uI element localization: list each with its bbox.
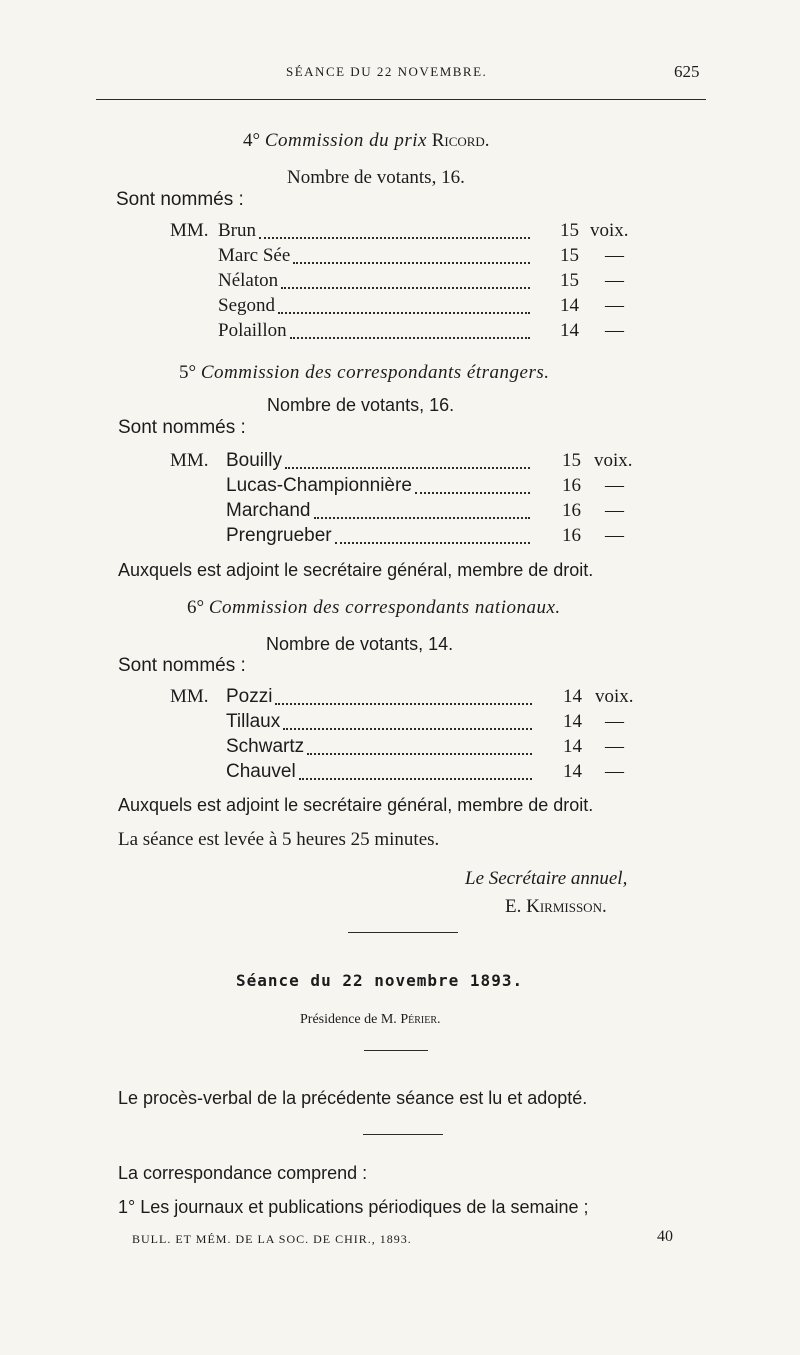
mm-label: MM.: [170, 450, 209, 471]
signature-name: Kirmisson.: [526, 896, 607, 917]
leader-dots: [293, 258, 530, 264]
member-name: Chauvel: [226, 761, 296, 782]
footer-citation: BULL. ET MÉM. DE LA SOC. DE CHIR., 1893.: [132, 1232, 412, 1246]
member-votes: 14: [563, 686, 582, 707]
separator-rule: [348, 932, 458, 933]
minutes-line: Le procès-verbal de la précédente séance est lu et adopté.: [118, 1088, 588, 1108]
running-header: SÉANCE DU 22 NOVEMBRE.: [286, 64, 488, 79]
leader-dots: [259, 233, 530, 239]
member-name: Nélaton: [218, 270, 279, 291]
leader-dots: [281, 283, 530, 289]
member-votes: 14: [563, 736, 582, 757]
member-votes: 16: [562, 525, 581, 546]
member-unit: —: [605, 525, 624, 546]
commission-5-title: [179, 362, 550, 384]
commission-title-italic: Commission des correspondants étrangers.: [200, 362, 550, 383]
separator-rule: [364, 1050, 428, 1051]
member-votes: 15: [560, 245, 579, 266]
commission-6-title: [187, 597, 561, 619]
member-unit: —: [605, 736, 624, 757]
commission-6-note: Auxquels est adjoint le secrétaire général, membre de droit.: [118, 795, 594, 815]
member-name: Prengrueber: [226, 525, 332, 546]
commission-title-italic: Commission des correspondants nationaux.: [208, 597, 561, 618]
member-votes: 15: [562, 450, 581, 471]
commission-6-named-label: Sont nommés :: [118, 655, 246, 676]
member-name: Bouilly: [226, 450, 282, 471]
member-votes: 14: [563, 711, 582, 732]
signature-initial: E.: [505, 896, 522, 917]
signature-role: Le Secrétaire annuel,: [465, 868, 628, 889]
president-name: Périer.: [400, 1012, 441, 1027]
member-name: Polaillon: [218, 320, 287, 341]
member-unit: —: [605, 500, 624, 521]
member-name: Segond: [218, 295, 275, 316]
member-unit: —: [605, 711, 624, 732]
leader-dots: [299, 774, 532, 780]
commission-5-note: Auxquels est adjoint le secrétaire général, membre de droit.: [118, 560, 594, 580]
leader-dots: [285, 463, 530, 469]
member-name: Schwartz: [226, 736, 305, 757]
leader-dots: [275, 699, 532, 705]
commission-4-named-label: Sont nommés :: [116, 189, 244, 210]
member-votes: 16: [562, 475, 581, 496]
member-votes: 15: [560, 220, 579, 241]
mm-label: MM.: [170, 220, 209, 241]
commission-title-italic: Commission du prix: [264, 130, 427, 151]
member-unit: —: [605, 475, 624, 496]
leader-dots: [307, 749, 532, 755]
member-name: Lucas-Championnière: [226, 475, 412, 496]
header-rule: [96, 99, 706, 100]
member-votes: 15: [560, 270, 579, 291]
member-name: Tillaux: [226, 711, 281, 732]
footer-sheet-number: 40: [657, 1228, 673, 1245]
member-unit: —: [605, 270, 624, 291]
member-unit: —: [605, 295, 624, 316]
presidence-line: [300, 1012, 441, 1028]
member-votes: 16: [562, 500, 581, 521]
commission-number: 6°: [187, 597, 205, 618]
commission-5-voters: Nombre de votants, 16.: [267, 395, 455, 415]
commission-6-voters: Nombre de votants, 14.: [266, 634, 454, 654]
seance-title: Séance du 22 novembre 1893.: [236, 971, 524, 990]
leader-dots: [415, 488, 530, 494]
separator-rule: [363, 1134, 443, 1135]
commission-5-named-label: Sont nommés :: [118, 417, 246, 438]
member-unit: voix.: [595, 686, 634, 707]
member-name: Pozzi: [226, 686, 273, 707]
member-votes: 14: [560, 320, 579, 341]
commission-number: 5°: [179, 362, 197, 383]
member-unit: —: [605, 320, 624, 341]
leader-dots: [290, 333, 530, 339]
member-unit: —: [605, 761, 624, 782]
commission-4-title: [243, 130, 490, 152]
signature: [505, 896, 607, 918]
member-unit: voix.: [594, 450, 633, 471]
leader-dots: [335, 538, 530, 544]
member-name: Marchand: [226, 500, 311, 521]
member-unit: voix.: [590, 220, 629, 241]
member-votes: 14: [560, 295, 579, 316]
leader-dots: [283, 724, 532, 730]
commission-number: 4°: [243, 130, 261, 151]
leader-dots: [278, 308, 530, 314]
closing-line: La séance est levée à 5 heures 25 minutes.: [118, 829, 440, 850]
correspondence-item-1: 1° Les journaux et publications périodiques de la semaine ;: [118, 1197, 589, 1217]
commission-4-voters: Nombre de votants, 16.: [287, 167, 465, 188]
member-name: Brun: [218, 220, 256, 241]
commission-title-name: Ricord.: [431, 130, 490, 151]
member-votes: 14: [563, 761, 582, 782]
mm-label: MM.: [170, 686, 209, 707]
member-name: Marc Sée: [218, 245, 291, 266]
member-unit: —: [605, 245, 624, 266]
correspondence-intro: La correspondance comprend :: [118, 1163, 368, 1183]
page-number: 625: [674, 62, 700, 81]
leader-dots: [314, 513, 530, 519]
presidence-prefix: Présidence de M.: [300, 1012, 397, 1027]
